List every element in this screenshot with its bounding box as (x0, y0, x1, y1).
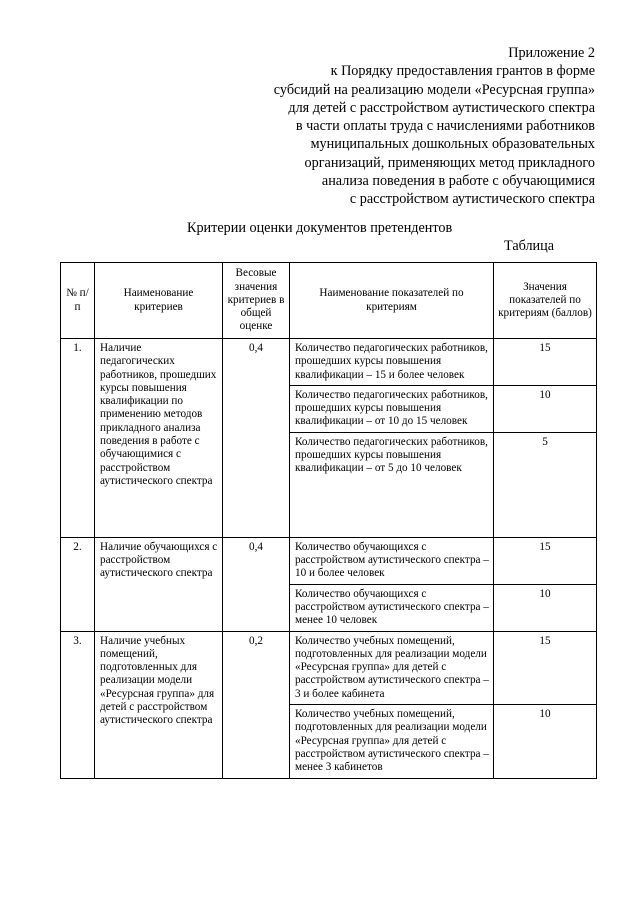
table-row (61, 537, 597, 584)
appendix-line: субсидий на реализацию модели «Ресурсная группа» (273, 81, 595, 98)
table-header-row (61, 263, 597, 339)
appendix-line: в части оплаты труда с начислениями работников (295, 118, 595, 135)
header-num: № п/п (61, 263, 95, 339)
appendix-line: муниципальных дошкольных образовательных (310, 136, 595, 153)
indicator-cell: Количество педагогических работников, прошедших курсы повышения квалификации – от 10 до 15 человек (290, 385, 494, 432)
criteria-table (60, 262, 597, 779)
appendix-line: с расстройством аутистического спектра (349, 191, 595, 208)
criterion-cell: Наличие учебных помещений, подготовленных для реализации модели «Ресурсная группа» для детей с расстройством аутистического спектра (95, 631, 223, 778)
points-cell: 10 (494, 705, 597, 778)
header-weight: Весовые значения критериев в общей оценке (223, 263, 290, 339)
weight-cell: 0,4 (223, 537, 290, 631)
points-cell: 10 (494, 385, 597, 432)
appendix-line: анализа поведения в работе с обучающимися (321, 173, 595, 190)
header-criteria: Наименование критериев (95, 263, 223, 339)
criterion-cell: Наличие педагогических работников, прошедших курсы повышения квалификации по применению методов прикладного анализа поведения в работе с обучающимися с расстройством аутистического спектра (95, 339, 223, 538)
table-label: Таблица (504, 238, 555, 254)
row-number: 2. (61, 537, 95, 631)
points-cell: 10 (494, 584, 597, 631)
indicator-cell: Количество обучающихся с расстройством аутистического спектра – 10 и более человек (290, 537, 494, 584)
table-row (61, 631, 597, 704)
points-cell: 15 (494, 537, 597, 584)
points-cell: 15 (494, 631, 597, 704)
header-points: Значения показателей по критериям (баллов) (494, 263, 597, 339)
criterion-cell: Наличие обучающихся с расстройством аутистического спектра (95, 537, 223, 631)
indicator-cell: Количество педагогических работников, прошедших курсы повышения квалификации – от 5 до 10 человек (290, 432, 494, 537)
appendix-line: организаций, применяющих метод прикладного (304, 154, 595, 171)
appendix-line: для детей с расстройством аутистического спектра (288, 99, 595, 116)
weight-cell: 0,2 (223, 631, 290, 778)
points-cell: 15 (494, 339, 597, 386)
indicator-cell: Количество педагогических работников, прошедших курсы повышения квалификации – 15 и более человек (290, 339, 494, 386)
appendix-line: Приложение 2 (508, 45, 595, 61)
indicator-cell: Количество учебных помещений, подготовленных для реализации модели «Ресурсная группа» для детей с расстройством аутистического спектра – менее 3 кабинетов (290, 705, 494, 778)
points-cell: 5 (494, 432, 597, 537)
appendix-header (175, 44, 595, 209)
indicator-cell: Количество обучающихся с расстройством аутистического спектра – менее 10 человек (290, 584, 494, 631)
header-indicators: Наименование показателей по критериям (290, 263, 494, 339)
weight-cell: 0,4 (223, 339, 290, 538)
row-number: 3. (61, 631, 95, 778)
table-row (61, 339, 597, 386)
indicator-cell: Количество учебных помещений, подготовленных для реализации модели «Ресурсная группа» для детей с расстройством аутистического спектра – 3 и более кабинета (290, 631, 494, 704)
appendix-line: к Порядку предоставления грантов в форме (330, 63, 595, 80)
document-title: Критерии оценки документов претендентов (187, 220, 453, 236)
row-number: 1. (61, 339, 95, 538)
